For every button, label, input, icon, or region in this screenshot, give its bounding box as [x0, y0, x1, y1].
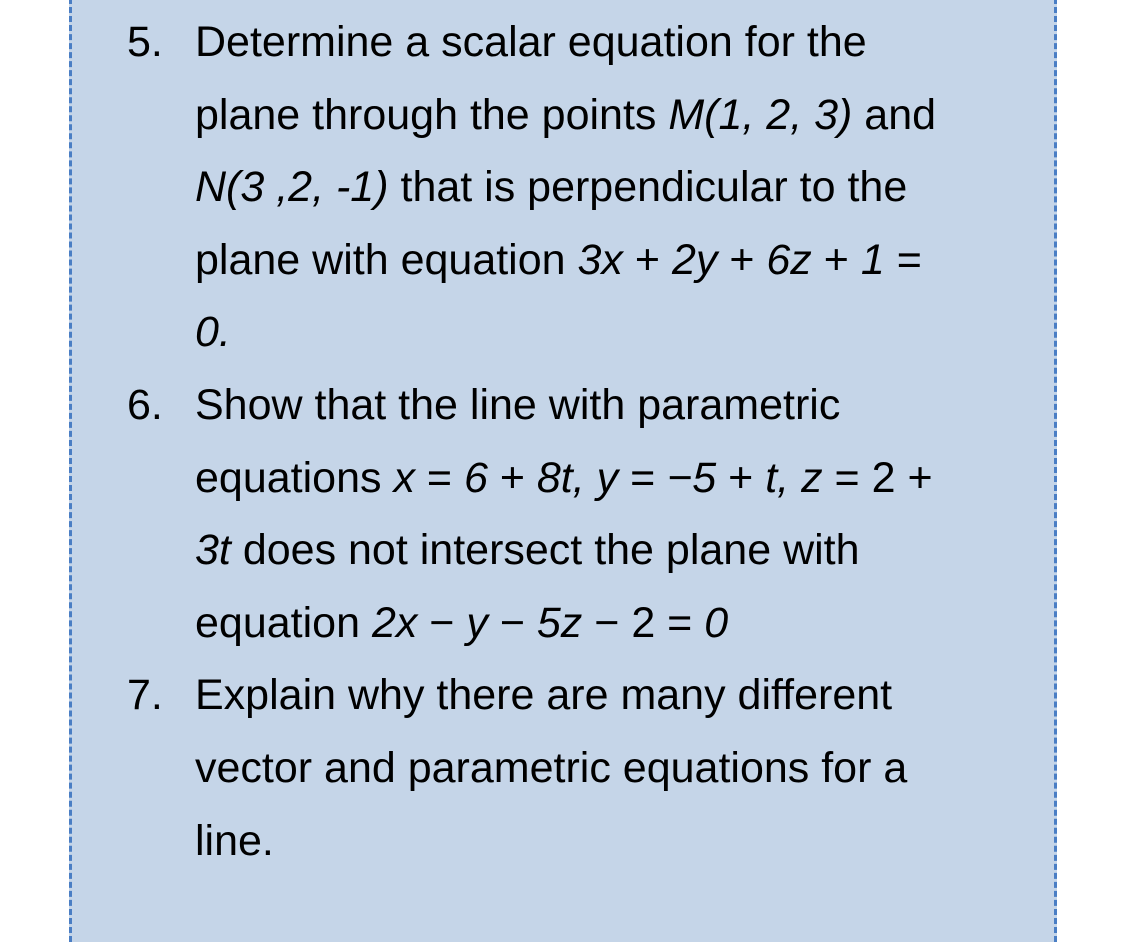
math-expression: z	[801, 453, 823, 502]
problem-text-line	[195, 454, 933, 503]
math-expression: 6	[463, 453, 488, 502]
problem-text-line	[195, 91, 936, 140]
text-run	[789, 454, 801, 502]
text-run: = 2 +	[822, 453, 933, 502]
text-run: Show that the line with parametric	[195, 381, 841, 429]
text-run: +	[487, 453, 537, 502]
math-expression: 8t,	[536, 453, 585, 502]
text-run: equations	[195, 453, 394, 502]
math-expression: 0	[704, 598, 729, 647]
text-run: =	[414, 453, 464, 502]
text-run: and	[852, 90, 937, 139]
text-run: +	[716, 453, 766, 502]
math-expression: t,	[765, 453, 790, 502]
text-run: plane through the points	[195, 90, 669, 139]
text-run: Explain why there are many different	[195, 671, 893, 720]
math-expression: N(3 ,2, -1)	[195, 163, 389, 212]
text-run: −	[417, 598, 467, 647]
problem-number: 6.	[127, 381, 163, 429]
text-run: =	[618, 453, 668, 502]
problem-text-line	[195, 381, 840, 430]
text-run: line.	[195, 816, 274, 865]
text-run: Determine a scalar equation for the	[195, 18, 867, 66]
math-expression: y	[596, 453, 619, 502]
problem-number: 7.	[127, 671, 163, 720]
math-expression: 1	[860, 235, 885, 284]
math-expression: 6z	[766, 235, 812, 284]
math-expression: y	[466, 598, 488, 647]
text-run: that is perpendicular to the	[388, 163, 908, 212]
math-expression: 3x	[577, 235, 623, 284]
math-expression: 2x	[371, 598, 418, 647]
math-expression: 0.	[195, 308, 231, 357]
math-expression: 2y	[671, 235, 718, 284]
problem-text-line	[195, 236, 922, 285]
problem-panel	[69, 0, 1057, 942]
math-expression: −5	[667, 453, 717, 502]
math-expression: 3t	[195, 526, 231, 575]
text-run: −	[487, 598, 537, 647]
text-run: vector and parametric equations for a	[195, 744, 908, 792]
text-run	[585, 454, 597, 502]
math-expression: 5z	[536, 598, 583, 647]
problem-text-line	[195, 744, 907, 793]
problem-number: 5.	[127, 18, 163, 66]
problem-text-line	[195, 599, 728, 648]
text-run: =	[884, 235, 922, 284]
problem-text-line	[195, 163, 907, 212]
math-expression: M(1, 2, 3)	[668, 90, 853, 139]
text-run: does not intersect the plane with	[230, 526, 860, 575]
text-run: plane with equation	[195, 235, 578, 284]
problem-text-line	[195, 526, 860, 575]
text-run: equation	[195, 598, 372, 647]
problem-text-line	[195, 308, 231, 357]
math-expression: x	[393, 453, 415, 502]
problem-text-line	[195, 18, 867, 67]
text-run: − 2 =	[582, 598, 705, 647]
problem-text-line	[195, 817, 274, 866]
problem-text-line	[195, 671, 892, 720]
text-run: +	[717, 235, 767, 284]
text-run: +	[811, 235, 861, 284]
text-run: +	[622, 235, 672, 284]
